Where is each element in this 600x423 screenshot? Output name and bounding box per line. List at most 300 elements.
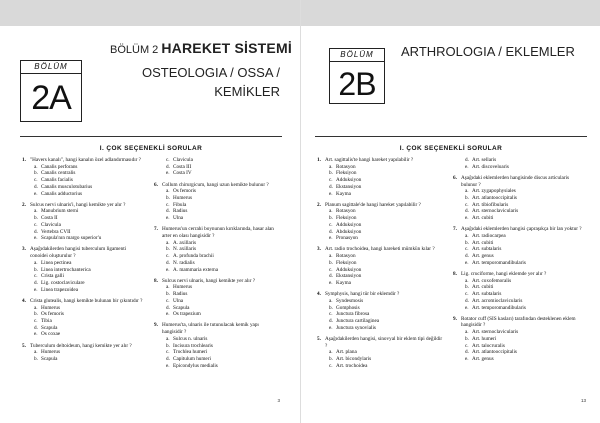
- question-text: Humerus'ta, ulnaris ile tutunulacak kemik yapı hangisidir ?: [162, 322, 259, 336]
- question-number: 9.: [453, 315, 457, 322]
- question-stem: [154, 226, 278, 239]
- answer-option: [465, 215, 585, 222]
- answer-option: [34, 184, 144, 191]
- option-letter: d.: [329, 273, 333, 280]
- page-number: 13: [580, 398, 586, 403]
- option-text: Fleksiyon: [336, 259, 357, 266]
- option-letter: d.: [329, 228, 333, 235]
- option-text: Ulna: [173, 297, 184, 304]
- answer-option: [329, 253, 443, 260]
- option-text: Art. acromioclavicularis: [472, 297, 523, 304]
- option-letter: a.: [465, 277, 469, 284]
- option-letter: a.: [329, 297, 333, 304]
- option-text: Costa III: [173, 163, 192, 170]
- question-text: Humerus'un cerrahi boynunun kırıklarında, hasar alan arter en olası hangisidir ?: [162, 226, 274, 240]
- answer-option: [166, 336, 278, 343]
- option-letter: b.: [34, 170, 38, 177]
- option-letter: b.: [166, 195, 170, 202]
- question-text: Symphysis, hangi tür bir eklemdir ?: [325, 291, 400, 298]
- question-text: Collum chirurgicum, hangi uzun kemikte bulunur ?: [162, 181, 269, 188]
- option-text: Canalis facialis: [41, 177, 73, 184]
- option-letter: e.: [166, 362, 170, 369]
- right-top-bar: [301, 0, 600, 26]
- option-text: Art. sellaris: [472, 157, 497, 163]
- question-item: [453, 316, 585, 363]
- question-text: Art. radio trochoidea, hangi hareketi mümkün kılar ?: [325, 246, 435, 253]
- answer-option: [329, 184, 443, 191]
- answer-option: [465, 356, 585, 363]
- option-text: Kayma: [336, 190, 351, 197]
- option-text: Adduksiyon: [336, 221, 362, 228]
- question-text: Aşağıdaki eklemlerden hangisi çapraşıkça bir lan yoktur ?: [461, 226, 582, 233]
- question-stem: [22, 298, 144, 305]
- option-letter: c.: [34, 177, 38, 184]
- option-letter: b.: [465, 239, 469, 246]
- option-letter: a.: [34, 208, 38, 215]
- question-number: 8.: [453, 271, 457, 278]
- answer-option: [465, 188, 585, 195]
- answer-option: [329, 325, 443, 332]
- option-letter: c.: [34, 273, 38, 280]
- answer-options: [453, 278, 585, 312]
- option-text: Ekstansiyon: [336, 273, 362, 280]
- chapter-subtitle: ARTHROLOGIA / EKLEMLER: [401, 44, 575, 59]
- option-letter: c.: [465, 246, 469, 253]
- option-text: Clavicula: [41, 221, 61, 228]
- answer-options: [154, 336, 278, 370]
- answer-option: [329, 267, 443, 274]
- header-rule: [20, 136, 282, 137]
- chapter-subtitle: [100, 63, 280, 101]
- question-stem: [317, 291, 443, 298]
- option-text: Radius: [173, 291, 188, 298]
- option-letter: c.: [329, 311, 333, 318]
- question-number: 6.: [154, 181, 158, 188]
- option-text: Adduksiyon: [336, 266, 362, 273]
- chapter-label: BÖLÜM: [21, 61, 81, 74]
- subtitle-line-2: KEMİKLER: [214, 84, 280, 99]
- option-letter: c.: [465, 291, 469, 298]
- question-item: [317, 291, 443, 331]
- question-text: Crista glutealis, hangi kemikte bulunan bir çıkıntıdır ?: [30, 297, 143, 304]
- option-letter: c.: [166, 297, 170, 304]
- answer-option: [465, 233, 585, 240]
- question-number: 1.: [317, 157, 321, 163]
- answer-option: [465, 291, 585, 298]
- option-text: Fleksiyon: [336, 170, 357, 177]
- option-text: Lig. costoclaviculare: [41, 279, 85, 286]
- answer-options: [154, 157, 278, 177]
- option-letter: d.: [329, 183, 333, 190]
- answer-option: [34, 325, 144, 332]
- answer-option: [329, 177, 443, 184]
- option-letter: b.: [465, 195, 469, 202]
- option-text: Art. sternoclavicularis: [472, 208, 519, 215]
- option-text: Art. zygapophysiales: [472, 188, 516, 195]
- answer-option: [166, 349, 278, 356]
- option-text: Art. plana: [336, 349, 357, 356]
- answer-option: [329, 356, 443, 363]
- option-text: Gomphosis: [336, 304, 360, 311]
- option-letter: d.: [166, 163, 170, 170]
- chapter-badge-2b: [329, 48, 385, 104]
- section-title: I. ÇOK SEÇENEKLİ SORULAR: [399, 145, 503, 152]
- answer-option: [329, 298, 443, 305]
- option-letter: e.: [34, 235, 38, 242]
- option-text: Art. genus: [472, 355, 494, 362]
- question-item: [453, 157, 585, 170]
- option-letter: d.: [465, 208, 469, 215]
- option-text: Capitulum humeri: [173, 355, 211, 362]
- question-stem: [22, 343, 144, 350]
- question-text: Sulcus nervi ulnaris'i, hangi kemikte yer alır ?: [30, 201, 126, 208]
- answer-option: [166, 284, 278, 291]
- option-letter: a.: [329, 208, 333, 215]
- option-letter: e.: [166, 266, 170, 273]
- question-text: Rotator cuff (SIS kasları) tarafından desteklenen eklem hangisidir ?: [461, 315, 576, 329]
- option-letter: a.: [329, 349, 333, 356]
- option-text: Trochlea humeri: [173, 349, 208, 356]
- option-text: Junctura cartilaginea: [336, 317, 380, 324]
- option-letter: a.: [34, 349, 38, 356]
- answer-options: [22, 164, 144, 198]
- question-stem: [453, 175, 585, 188]
- option-letter: b.: [166, 291, 170, 298]
- answer-option: [166, 202, 278, 209]
- option-text: Humerus: [173, 284, 193, 291]
- option-text: Scapula: [173, 304, 190, 311]
- option-text: Art. cubiti: [472, 215, 494, 222]
- option-text: Os femoris: [173, 188, 196, 195]
- answer-options: [317, 208, 443, 242]
- right-page: [300, 0, 600, 423]
- answer-option: [465, 343, 585, 350]
- question-number: 4.: [22, 297, 26, 304]
- option-letter: b.: [465, 284, 469, 291]
- question-text: Aşağıdaki eklemlerden hangisinde discus articularis bulunur ?: [461, 174, 570, 188]
- option-letter: c.: [34, 317, 38, 324]
- chapter-label: BÖLÜM: [330, 49, 384, 62]
- option-text: Linea pectinea: [41, 259, 72, 266]
- answer-option: [166, 298, 278, 305]
- answer-option: [166, 170, 278, 177]
- question-stem: [154, 322, 278, 335]
- option-letter: e.: [166, 170, 170, 177]
- question-text: "Havers kanalı", hangi kanalın özel adlandırmasıdır ?: [30, 157, 141, 163]
- option-letter: e.: [166, 311, 170, 318]
- question-number: 8.: [154, 277, 158, 284]
- question-item: [22, 157, 144, 197]
- option-letter: b.: [166, 342, 170, 349]
- option-text: Art. bicondylaris: [336, 355, 372, 362]
- answer-option: [166, 343, 278, 350]
- option-text: Tibia: [41, 317, 52, 324]
- option-letter: d.: [465, 349, 469, 356]
- question-number: 3.: [22, 246, 26, 253]
- answer-option: [34, 318, 144, 325]
- option-text: Art. cubiti: [472, 284, 494, 291]
- answer-option: [329, 170, 443, 177]
- question-stem: [453, 226, 585, 233]
- option-letter: e.: [329, 279, 333, 286]
- option-letter: d.: [465, 297, 469, 304]
- answer-option: [465, 260, 585, 267]
- option-text: Os coxae: [41, 331, 61, 338]
- option-letter: b.: [34, 266, 38, 273]
- answer-option: [329, 318, 443, 325]
- option-text: N. radialis: [173, 259, 195, 266]
- question-number: 7.: [154, 226, 158, 233]
- option-letter: d.: [166, 208, 170, 215]
- question-item: [22, 246, 144, 293]
- option-letter: a.: [166, 284, 170, 291]
- question-item: [154, 278, 278, 318]
- question-item: [317, 157, 443, 197]
- option-text: Art. temporomandibularis: [472, 259, 526, 266]
- answer-option: [166, 240, 278, 247]
- option-letter: b.: [329, 170, 333, 177]
- option-text: Abduksiyon: [336, 228, 362, 235]
- option-letter: c.: [34, 221, 38, 228]
- option-letter: d.: [166, 304, 170, 311]
- answer-option: [34, 235, 144, 242]
- answer-option: [465, 349, 585, 356]
- answer-option: [465, 305, 585, 312]
- answer-option: [465, 336, 585, 343]
- option-text: Radius: [173, 208, 188, 215]
- option-letter: b.: [329, 259, 333, 266]
- answer-option: [34, 356, 144, 363]
- option-text: Vertebra CVII: [41, 228, 71, 235]
- question-text: Aşağıdakilerden hangisi, sinovyal bir eklem tipi değildir ?: [325, 335, 443, 349]
- question-item: [453, 226, 585, 266]
- question-stem: [317, 246, 443, 253]
- option-text: Os femoris: [41, 311, 64, 318]
- question-number: 1.: [22, 157, 26, 163]
- question-column: [22, 157, 144, 367]
- answer-option: [465, 202, 585, 209]
- option-letter: c.: [465, 342, 469, 349]
- answer-option: [329, 363, 443, 370]
- option-letter: c.: [329, 177, 333, 184]
- option-text: Canalis perforans: [41, 163, 78, 170]
- option-text: Crista galli: [41, 273, 64, 280]
- option-letter: c.: [329, 221, 333, 228]
- answer-option: [34, 273, 144, 280]
- option-text: Canalis musculotubarius: [41, 183, 93, 190]
- question-stem: [154, 278, 278, 285]
- option-text: A. mammaria externa: [173, 266, 219, 273]
- answer-option: [166, 267, 278, 274]
- answer-option: [465, 278, 585, 285]
- answer-options: [453, 329, 585, 363]
- option-text: Art. atlantooccipitalis: [472, 349, 517, 356]
- question-stem: [453, 316, 585, 329]
- answer-options: [453, 157, 585, 170]
- answer-option: [465, 208, 585, 215]
- question-number: 3.: [317, 246, 321, 253]
- option-text: Sulcus n. ulnaris: [173, 335, 208, 342]
- question-stem: [453, 271, 585, 278]
- question-text: Aşağıdakilerden hangisi tuberculum ligamenti conoidei oluşturulur ?: [30, 246, 127, 260]
- option-letter: d.: [34, 324, 38, 331]
- option-text: Art. sternoclavicularis: [472, 329, 519, 336]
- question-column: [453, 157, 585, 367]
- option-letter: a.: [329, 163, 333, 170]
- page-number: 3: [277, 398, 280, 403]
- header-rule: [315, 136, 587, 137]
- option-text: Ulna: [173, 215, 184, 222]
- option-text: A. axillaris: [173, 239, 197, 246]
- answer-option: [166, 305, 278, 312]
- option-text: Rotasyon: [336, 163, 356, 170]
- option-text: Humerus: [173, 195, 193, 202]
- question-stem: [317, 157, 443, 164]
- option-letter: e.: [465, 304, 469, 311]
- answer-option: [166, 363, 278, 370]
- answer-option: [34, 311, 144, 318]
- option-text: Scapula: [41, 355, 58, 362]
- option-letter: b.: [34, 355, 38, 362]
- option-letter: b.: [34, 215, 38, 222]
- answer-option: [34, 229, 144, 236]
- answer-option: [329, 235, 443, 242]
- question-item: [453, 271, 585, 311]
- question-text: Lig. cruciforme, hangi eklemde yer alır ?: [461, 271, 547, 278]
- option-text: Rotasyon: [336, 253, 356, 260]
- answer-options: [22, 349, 144, 362]
- option-text: Rotasyon: [336, 208, 356, 215]
- question-number: 7.: [453, 226, 457, 233]
- answer-option: [465, 164, 585, 171]
- option-text: Art. subtalaris: [472, 291, 502, 298]
- answer-option: [34, 267, 144, 274]
- option-text: Kayma: [336, 279, 351, 286]
- option-text: Canalis adductorius: [41, 190, 83, 197]
- option-text: Art. genus: [472, 253, 494, 260]
- option-letter: e.: [34, 286, 38, 293]
- answer-option: [34, 331, 144, 338]
- option-letter: c.: [166, 349, 170, 356]
- option-letter: c.: [166, 253, 170, 260]
- question-number: 2.: [22, 201, 26, 208]
- question-stem: [317, 202, 443, 209]
- option-letter: c.: [465, 201, 469, 208]
- option-text: Art. coxofemoralis: [472, 277, 512, 284]
- unit-name: HAREKET SİSTEMİ: [161, 40, 292, 56]
- answer-option: [166, 208, 278, 215]
- question-text: Sulcus nervi ulnaris, hangi kemikte yer alır ?: [162, 277, 256, 284]
- option-text: Art. radiocarpea: [472, 233, 506, 240]
- option-text: Incisura trochlearis: [173, 342, 213, 349]
- option-letter: e.: [329, 190, 333, 197]
- answer-option: [329, 208, 443, 215]
- answer-option: [329, 280, 443, 287]
- option-letter: b.: [329, 215, 333, 222]
- answer-options: [154, 188, 278, 222]
- option-letter: d.: [34, 228, 38, 235]
- answer-option: [166, 215, 278, 222]
- question-column: [317, 157, 443, 374]
- option-text: Linea intertrochanterica: [41, 266, 91, 273]
- answer-option: [465, 284, 585, 291]
- question-number: 6.: [453, 174, 457, 181]
- option-text: Pronasyon: [336, 235, 358, 242]
- question-number: 5.: [317, 335, 321, 342]
- answer-option: [329, 191, 443, 198]
- answer-option: [34, 215, 144, 222]
- option-text: Epicondylus medialis: [173, 362, 218, 369]
- option-text: Os trapezium: [173, 311, 201, 318]
- question-item: [22, 343, 144, 363]
- answer-options: [317, 349, 443, 369]
- option-letter: e.: [465, 163, 469, 170]
- answer-options: [453, 188, 585, 222]
- answer-option: [34, 208, 144, 215]
- question-item: [22, 298, 144, 338]
- option-letter: a.: [465, 233, 469, 240]
- unit-title: [110, 40, 292, 56]
- option-letter: e.: [34, 190, 38, 197]
- answer-options: [22, 305, 144, 339]
- question-stem: [22, 202, 144, 209]
- answer-option: [465, 253, 585, 260]
- option-text: Art. subtalaris: [472, 246, 502, 253]
- answer-option: [166, 164, 278, 171]
- option-letter: b.: [329, 304, 333, 311]
- question-stem: [317, 336, 443, 349]
- option-letter: b.: [329, 355, 333, 362]
- question-item: [317, 202, 443, 242]
- question-item: [154, 226, 278, 273]
- question-number: 2.: [317, 201, 321, 208]
- option-text: Manubrium sterni: [41, 208, 79, 215]
- answer-option: [329, 215, 443, 222]
- answer-options: [154, 240, 278, 274]
- answer-options: [22, 260, 144, 294]
- chapter-number: 2B: [338, 66, 376, 102]
- answer-option: [34, 177, 144, 184]
- option-letter: b.: [34, 311, 38, 318]
- option-text: Art. tibiofibularis: [472, 201, 509, 208]
- option-letter: e.: [465, 259, 469, 266]
- answer-option: [465, 240, 585, 247]
- answer-option: [166, 311, 278, 318]
- option-letter: a.: [166, 335, 170, 342]
- option-text: Linea trapezoidea: [41, 286, 79, 293]
- option-letter: e.: [34, 331, 38, 338]
- answer-option: [166, 356, 278, 363]
- option-letter: d.: [465, 157, 469, 163]
- option-text: N. axillaris: [173, 246, 197, 253]
- option-letter: c.: [166, 157, 170, 163]
- question-number: 5.: [22, 342, 26, 349]
- answer-option: [166, 157, 278, 164]
- option-text: Canalis centralis: [41, 170, 76, 177]
- option-letter: a.: [166, 239, 170, 246]
- left-top-bar: [0, 0, 300, 26]
- answer-option: [34, 349, 144, 356]
- answer-option: [166, 188, 278, 195]
- option-text: Ekstansiyon: [336, 183, 362, 190]
- question-item: [317, 246, 443, 286]
- answer-option: [329, 229, 443, 236]
- answer-option: [329, 273, 443, 280]
- answer-option: [329, 222, 443, 229]
- question-item: [317, 336, 443, 370]
- answer-option: [166, 195, 278, 202]
- option-letter: b.: [166, 246, 170, 253]
